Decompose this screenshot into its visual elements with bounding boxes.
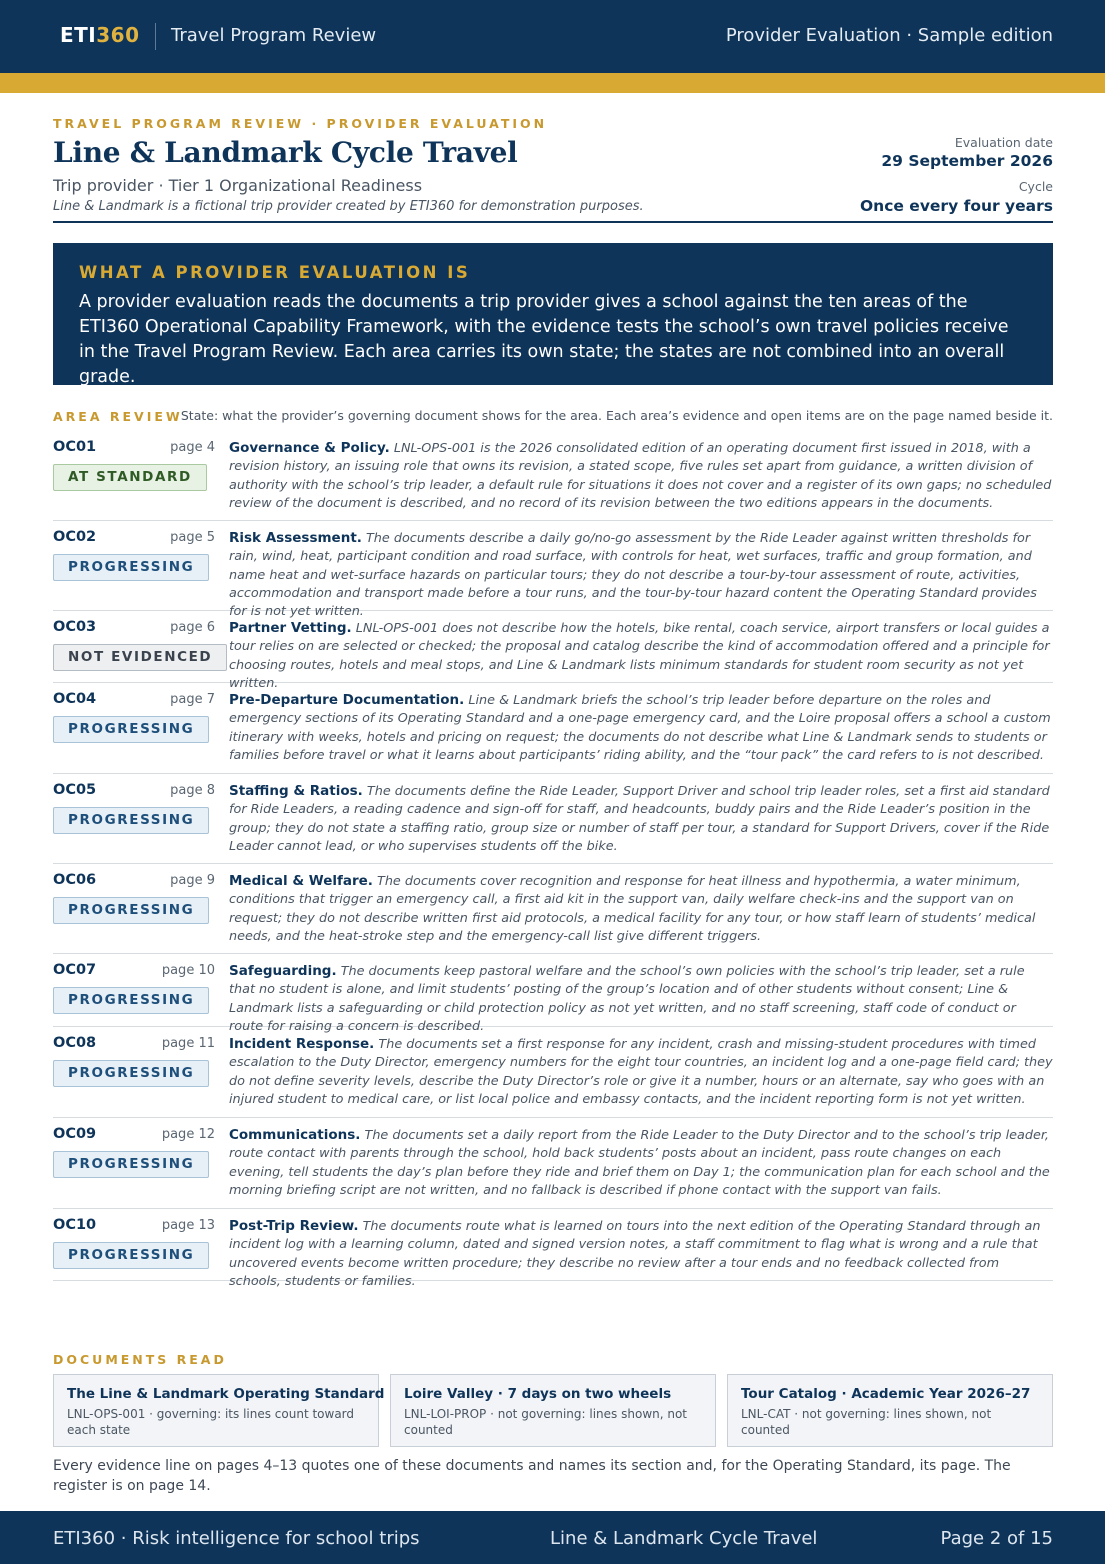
explainer-heading: WHAT A PROVIDER EVALUATION IS	[79, 263, 471, 282]
area-text	[229, 1217, 1053, 1291]
area-text	[229, 1035, 1053, 1109]
state-badge: PROGRESSING	[53, 1242, 209, 1269]
document-card	[727, 1374, 1053, 1447]
state-badge: PROGRESSING	[53, 1060, 209, 1087]
area-row-oc01	[53, 431, 1053, 521]
cycle-value: Once every four years	[860, 197, 1053, 215]
document-card	[53, 1374, 385, 1447]
area-description: The documents describe a daily go/no-go assessment by the Ride Leader against written thresholds for rain, wind, heat, participant condition and road surface, with controls for heat, wet surfaces, traffic and group formation, and name heat and wet-surface hazards on particular tours; they do not describe a tour-by-tour assessment of route, activities, accommodation and transport made before a tour runs, and the tour-by-tour hazard content the Operating Standard provides for is not yet written.	[229, 531, 1037, 620]
area-page-ref: page 8	[170, 783, 215, 798]
area-text	[229, 1126, 1053, 1200]
state-badge: PROGRESSING	[53, 807, 209, 834]
area-text	[229, 962, 1053, 1036]
area-row-oc04	[53, 683, 1053, 774]
document-status: LNL-OPS-001 · governing: its lines count toward each state	[67, 1407, 355, 1437]
area-name: Communications.	[229, 1127, 361, 1143]
document-status: LNL-LOI-PROP · not governing: lines shown, not counted	[404, 1407, 688, 1437]
header-divider	[155, 23, 156, 50]
state-badge: PROGRESSING	[53, 987, 209, 1014]
area-code: OC05	[53, 782, 97, 798]
footer-provider-name: Line & Landmark Cycle Travel	[550, 1528, 818, 1549]
state-badge: PROGRESSING	[53, 554, 209, 581]
document-title: Tour Catalog · Academic Year 2026–27	[741, 1386, 1031, 1402]
explainer-body: A provider evaluation reads the documents a trip provider gives a school against the ten areas of the ETI360 Operational Capability Framework, with the evidence tests the school’s own travel policies receive in the Travel Program Review. Each area carries its own state; the states are not combined into an overall grade.	[79, 292, 1009, 387]
document-card	[390, 1374, 716, 1447]
area-page-ref: page 4	[170, 440, 215, 455]
state-badge: PROGRESSING	[53, 716, 209, 743]
area-name: Safeguarding.	[229, 963, 337, 979]
area-code: OC09	[53, 1126, 97, 1142]
area-text	[229, 782, 1053, 856]
area-row-oc02	[53, 521, 1053, 620]
cycle-label: Cycle	[1018, 179, 1053, 194]
area-code: OC08	[53, 1035, 97, 1051]
area-name: Partner Vetting.	[229, 620, 352, 636]
area-name: Medical & Welfare.	[229, 873, 373, 889]
area-row-oc05	[53, 774, 1053, 864]
area-page-ref: page 13	[161, 1218, 215, 1233]
area-row-oc08	[53, 1027, 1053, 1118]
area-description: The documents set a first response for any incident, crash and missing-student procedures with timed escalation to the Duty Director, emergency numbers for the eight tour countries, an incident log and a one-page field card; they do not define severity levels, describe the Duty Director’s role or give it a number, hours or an alternate, say who goes with an injured student to medical care, or list local police and embassy contacts, and the incident reporting form is not yet written.	[229, 1037, 1053, 1107]
explainer-box	[53, 243, 1053, 385]
area-review-legend: State: what the provider’s governing document shows for the area. Each area’s evidence and open items are on the page named beside it.	[180, 408, 1053, 423]
area-description: The documents set a daily report from the Ride Leader to the Duty Director and to the school’s trip leader, route contact with parents through the school, hold back students’ posts about an incident, pass route changes on each evening, tell students the day’s plan before they ride and brief them on Day 1; the communication plan for each school and the morning briefing script are not written, and no fallback is described if phone contact with the support van fails.	[229, 1128, 1050, 1198]
evaluation-date-label: Evaluation date	[954, 135, 1053, 150]
area-description: The documents route what is learned on tours into the next edition of the Operating Standard through an incident log with a learning column, dated and signed version notes, a staff commitment to flag what is wrong and a rule that uncovered events become written procedure; they describe no review after a tour ends and no feedback collected from schools, students or families.	[229, 1219, 1041, 1289]
area-code: OC07	[53, 962, 97, 978]
area-name: Governance & Policy.	[229, 440, 390, 456]
area-code: OC04	[53, 691, 97, 707]
footer-page-number: Page 2 of 15	[940, 1528, 1053, 1549]
area-code: OC10	[53, 1217, 97, 1233]
area-description: LNL-OPS-001 is the 2026 consolidated edition of an operating document first issued in 2018, with a revision history, an issuing role that owns its revision, a stated scope, five rules set apart from guidance, a written division of authority with the school’s trip leader, a default rule for situations it does not cover and a register of its own gaps; no scheduled review of the document is described, and no record of its revision between the two editions appears in the documents.	[229, 441, 1052, 511]
documents-note: Every evidence line on pages 4–13 quotes one of these documents and names its section and, for the Operating Standard, its page. The register is on page 14.	[53, 1458, 1011, 1494]
area-review-heading: AREA REVIEW	[53, 409, 183, 424]
area-row-oc10	[53, 1209, 1053, 1289]
area-text	[229, 439, 1053, 513]
document-title: Loire Valley · 7 days on two wheels	[404, 1386, 672, 1402]
area-description: The documents keep pastoral welfare and the school’s own policies with the school’s trip leader, set a rule that no student is alone, and limit students’ posting of the group’s location and of other students without consent; Line & Landmark lists a safeguarding or child protection policy as not yet written, and no staff screening, staff code of conduct or route for raising a concern is described.	[229, 964, 1025, 1034]
area-name: Post-Trip Review.	[229, 1218, 359, 1234]
area-page-ref: page 10	[161, 963, 215, 978]
area-page-ref: page 7	[170, 692, 215, 707]
gold-stripe	[0, 73, 1105, 93]
state-badge: AT STANDARD	[53, 464, 207, 491]
footer-tagline: ETI360 · Risk intelligence for school trips	[53, 1528, 420, 1549]
area-code: OC01	[53, 439, 97, 455]
area-row-oc06	[53, 864, 1053, 954]
documents-read-heading: DOCUMENTS READ	[53, 1352, 227, 1367]
area-description: LNL-OPS-001 does not describe how the hotels, bike rental, coach service, airport transfers or local guides a tour relies on are selected or checked; the proposal and catalog describe the kind of accommodation offered and a principle for choosing routes, hotels and meal stops, and Line & Landmark lists minimum standards for student room security as not yet written.	[229, 621, 1050, 691]
area-name: Staffing & Ratios.	[229, 783, 363, 799]
area-page-ref: page 11	[161, 1036, 215, 1051]
area-code: OC03	[53, 619, 97, 635]
logo-main: ETI	[60, 23, 97, 47]
header-rule	[53, 221, 1053, 223]
state-badge: PROGRESSING	[53, 897, 209, 924]
area-text	[229, 872, 1053, 946]
area-code: OC06	[53, 872, 97, 888]
header-edition-label: Provider Evaluation · Sample edition	[725, 25, 1053, 46]
area-page-ref: page 12	[161, 1127, 215, 1142]
evaluation-date-value: 29 September 2026	[881, 152, 1053, 170]
state-badge: NOT EVIDENCED	[53, 644, 227, 671]
area-page-ref: page 6	[170, 620, 215, 635]
page-kicker: TRAVEL PROGRAM REVIEW · PROVIDER EVALUATION	[53, 116, 548, 131]
area-row-oc09	[53, 1118, 1053, 1209]
document-title: The Line & Landmark Operating Standard	[67, 1386, 385, 1402]
area-description: The documents cover recognition and response for heat illness and hypothermia, a water minimum, conditions that trigger an emergency call, a first aid kit in the support van, daily welfare check-ins and the support van on request; they do not describe written first aid protocols, a medical facility for any tour, or how staff learn of students’ medical needs, and the heat-stroke step and the emergency-call list give different triggers.	[229, 874, 1036, 944]
footer-bar	[0, 1511, 1105, 1564]
state-badge: PROGRESSING	[53, 1151, 209, 1178]
area-name: Pre-Departure Documentation.	[229, 692, 465, 708]
area-page-ref: page 5	[170, 530, 215, 545]
area-text	[229, 529, 1053, 621]
document-status: LNL-CAT · not governing: lines shown, not counted	[741, 1407, 992, 1437]
area-text	[229, 691, 1053, 765]
eti360-logo	[60, 23, 140, 47]
header-section-label: Travel Program Review	[171, 25, 377, 46]
page-subtitle: Trip provider · Tier 1 Organizational Readiness	[53, 176, 423, 195]
area-page-ref: page 9	[170, 873, 215, 888]
area-code: OC02	[53, 529, 97, 545]
area-name: Incident Response.	[229, 1036, 375, 1052]
area-row-oc03	[53, 611, 1053, 691]
page-title: Line & Landmark Cycle Travel	[53, 136, 518, 169]
top-bar	[0, 0, 1105, 73]
fictional-note: Line & Landmark is a fictional trip provider created by ETI360 for demonstration purposes.	[53, 199, 644, 214]
area-row-oc07	[53, 954, 1053, 1034]
area-description: Line & Landmark briefs the school’s trip leader before departure on the roles and emergency sections of its Operating Standard and a one-page emergency card, and the Loire proposal offers a school a custom itinerary with weeks, hotels and pricing on request; the documents do not describe what Line & Landmark sends to students or families before travel or what it learns about participants’ riding ability, and the “tour pack” the card refers to is not described.	[229, 693, 1051, 763]
area-description: The documents define the Ride Leader, Support Driver and school trip leader roles, set a first aid standard for Ride Leaders, a reading cadence and sign-off for staff, and headcounts, buddy pairs and the Ride Leader’s position in the group; they do not state a staffing ratio, group size or number of staff per tour, a standard for Support Drivers, cover if the Ride Leader cannot lead, or who supervises students off the bike.	[229, 784, 1050, 854]
area-name: Risk Assessment.	[229, 530, 362, 546]
logo-accent: 360	[96, 23, 140, 47]
area-review-list	[53, 431, 1053, 1289]
